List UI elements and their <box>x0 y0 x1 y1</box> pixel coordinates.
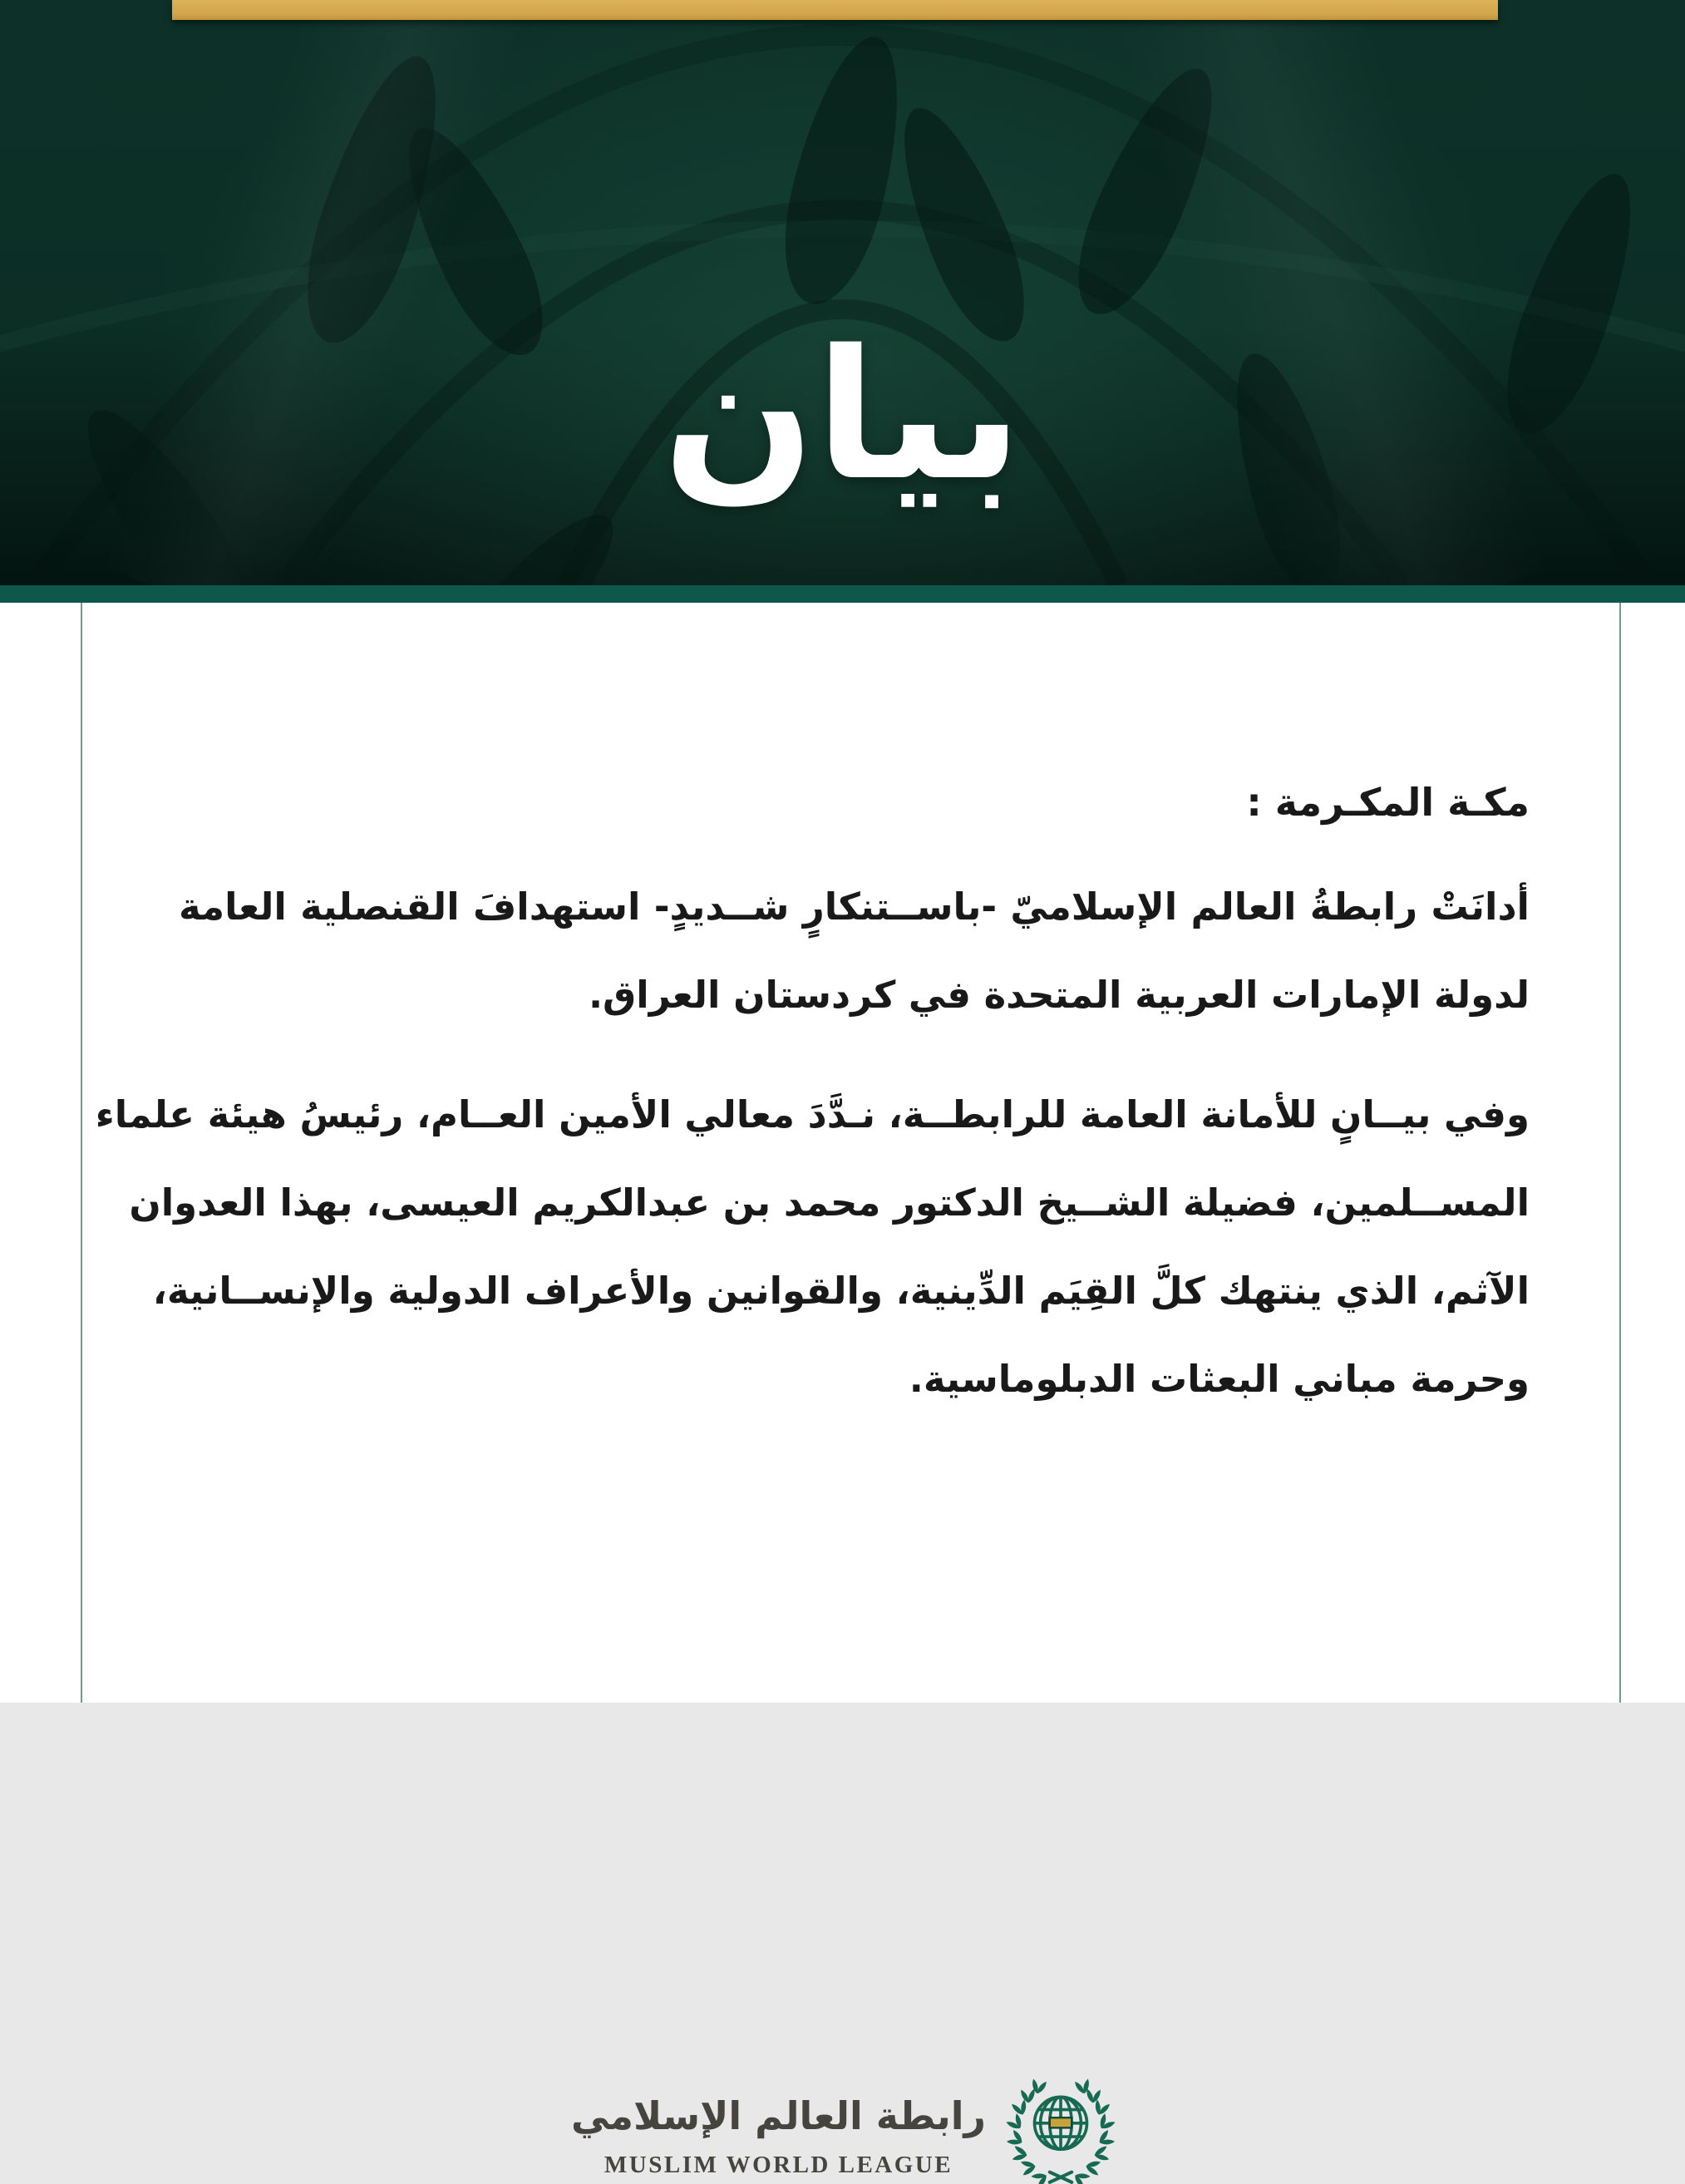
mwl-english-name: MUSLIM WORLD LEAGUE <box>604 2151 953 2178</box>
gold-accent-bar <box>172 0 1498 20</box>
statement-body <box>0 603 1685 2178</box>
statement-line: المســلمين، فضيلة الشــيخ الدكتور محمد بن عبدالكريم العيسى، بهذا العدوان <box>129 1181 1530 1225</box>
mwl-logo-text <box>571 2090 986 2179</box>
statement-paragraphs <box>95 863 1530 1423</box>
statement-content <box>95 773 1530 1423</box>
location-heading: مكـة المكـرمة : <box>1246 780 1530 825</box>
statement-line: أدانَتْ رابطةُ العالم الإسلاميّ -باســتنكارٍ شــديدٍ- استهدافَ القنصلية العامة <box>179 885 1530 929</box>
bayan-calligraphy: بيان <box>663 311 1022 520</box>
statement-paragraph <box>95 1071 1530 1423</box>
statement-banner <box>0 0 1685 585</box>
statement-line: الآثم، الذي ينتهك كلَّ القِيَم الدِّينية، والقوانين والأعراف الدولية والإنســانية، <box>152 1269 1530 1313</box>
left-frame-line <box>81 603 82 1703</box>
statement-paragraph <box>179 863 1530 1039</box>
statement-line: وحرمة مباني البعثات الدبلوماسية. <box>909 1357 1530 1401</box>
mwl-emblem-icon <box>1008 2084 1114 2184</box>
header-divider <box>0 585 1685 603</box>
statement-line: لدولة الإمارات العربية المتحدة في كردستان العراق. <box>588 973 1530 1017</box>
mwl-arabic-calligraphy: رابطة العالم الإسلامي <box>570 2093 987 2138</box>
mwl-logo <box>0 2084 1685 2184</box>
right-frame-line <box>1619 603 1621 1703</box>
statement-line: وفي بيــانٍ للأمانة العامة للرابطــة، نـدَّدَ معالي الأمين العــام، رئيسُ هيئة علماء <box>95 1092 1530 1136</box>
